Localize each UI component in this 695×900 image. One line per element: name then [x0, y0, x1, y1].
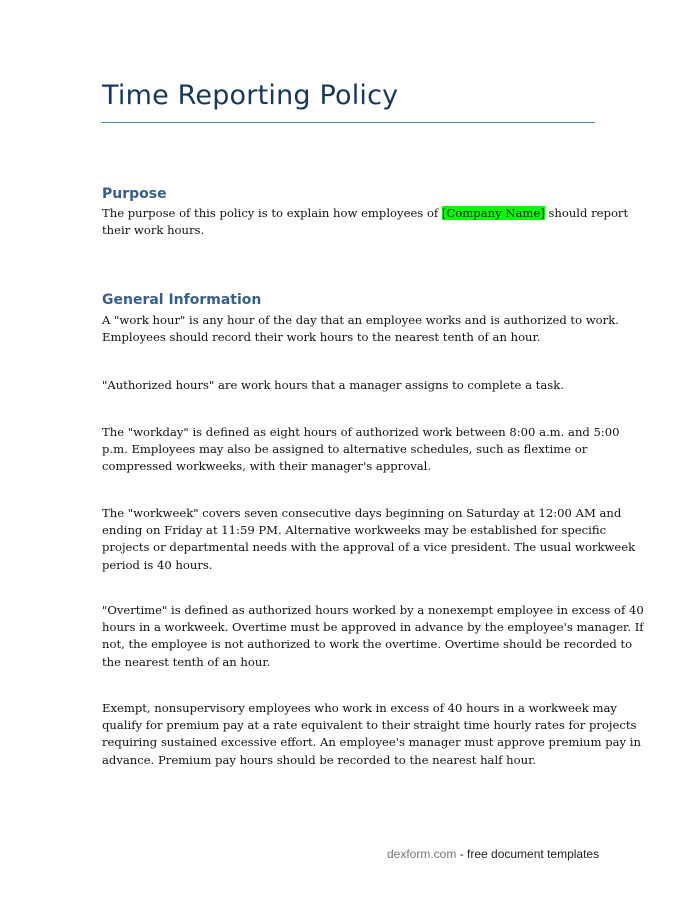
text-line: A "work hour" is any hour of the day that an employee works and is authorized to work. [102, 313, 619, 327]
paragraph-workday [102, 424, 620, 476]
footer-credit [387, 847, 599, 861]
text-line: advance. Premium pay hours should be recorded to the nearest half hour. [102, 752, 537, 767]
paragraph-authorized-hours [102, 377, 602, 394]
text-line: not, the employee is not authorized to work the overtime. Overtime should be recorded to [102, 637, 633, 652]
footer-brand-link[interactable]: dexform.com [387, 847, 457, 861]
text-line: ending on Friday at 11:59 PM. Alternative workweeks may be established for specific [102, 523, 607, 538]
text-line: The "workweek" covers seven consecutive days beginning on Saturday at 12:00 AM and [102, 506, 622, 520]
footer-tagline: - free document templates [456, 847, 600, 861]
heading-general-information: General Information [102, 292, 262, 308]
company-name-placeholder[interactable]: [Company Name] [441, 206, 545, 220]
text-line: "Overtime" is defined as authorized hours worked by a nonexempt employee in excess of 40 [102, 603, 644, 617]
text-line: The purpose of this policy is to explain how employees of [Company Name] should report [102, 206, 629, 220]
text-line: period is 40 hours. [102, 557, 213, 572]
text-line: The "workday" is defined as eight hours of authorized work between 8:00 a.m. and 5:00 [102, 425, 620, 439]
paragraph-work-hour [102, 312, 619, 346]
text-line: the nearest tenth of an hour. [102, 654, 271, 669]
text-line: their work hours. [102, 223, 205, 238]
paragraph-overtime [102, 602, 644, 671]
paragraph-premium-pay [102, 700, 641, 769]
paragraph-purpose [102, 205, 629, 239]
text-line: qualify for premium pay at a rate equivalent to their straight time hourly rates for projects [102, 718, 637, 733]
paragraph-workweek [102, 505, 636, 574]
text-line: Exempt, nonsupervisory employees who work in excess of 40 hours in a workweek may [102, 701, 617, 715]
text-line: requiring sustained excessive effort. An employee's manager must approve premium pay in [102, 735, 641, 750]
text-line: Employees should record their work hours to the nearest tenth of an hour. [102, 330, 541, 345]
text-line: compressed workweeks, with their manager's approval. [102, 459, 432, 474]
text-line: projects or departmental needs with the approval of a vice president. The usual workweek [102, 540, 636, 555]
text-line: "Authorized hours" are work hours that a manager assigns to complete a task. [102, 378, 564, 392]
title-underline [101, 122, 595, 123]
heading-purpose: Purpose [102, 186, 167, 202]
document-title: Time Reporting Policy [102, 80, 399, 111]
text-line: p.m. Employees may also be assigned to alternative schedules, such as flextime or [102, 442, 588, 457]
text-line: hours in a workweek. Overtime must be approved in advance by the employee's manager. If [102, 620, 644, 635]
